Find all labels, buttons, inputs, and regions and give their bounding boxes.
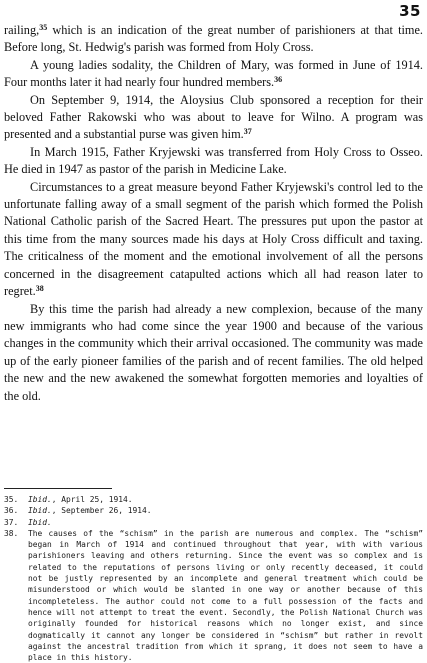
footnote-ibid: Ibid. bbox=[28, 495, 52, 504]
footnote-ref: 37 bbox=[243, 127, 252, 137]
paragraph-6 bbox=[4, 301, 423, 405]
paragraph-text: which is an indication of the great number of parishioners at that time. Before long, St. Hedwig's parish was formed from Holy Cross. bbox=[4, 23, 423, 55]
footnote-text bbox=[28, 528, 423, 663]
footnote-ref: 35 bbox=[39, 23, 48, 32]
footnote-ref: 38 bbox=[35, 284, 44, 294]
paragraph-text: Circumstances to a great measure beyond Father Kryjewski's control led to the unfortunate falling away of a small segment of the parish which formed the Polish National Catholic parish of the Sacred Heart. The pressures put upon the pastor at this time from the many sources made his days at Holy Cross difficult and taxing. The criticalness of the moment and the emotional involvement of all the persons concerned in the disagreement catapulted actions which all had reason later to regret. bbox=[4, 179, 423, 299]
footnote-number: 37. bbox=[4, 517, 19, 527]
footnote-ref: 36 bbox=[274, 75, 283, 85]
footnote-text bbox=[28, 505, 423, 516]
footnote-37 bbox=[4, 517, 423, 528]
footnote-number: 35. bbox=[4, 495, 19, 504]
paragraph-text: On September 9, 1914, the Aloysius Club sponsored a reception for their beloved Father Rakowski who was about to leave for Wilno. A program was presented and a substantial purse was given him. bbox=[4, 92, 423, 142]
paragraph-text: By this time the parish had already a new complexion, because of the many new immigrants who had come since the year 1900 and because of the various changes in the community which their arrival occasioned. The community was made up of the early pioneer families of the parish and of recent families. The old helped the new and the new awakened the somewhat forgotten memories and loyalties of the old. bbox=[4, 301, 423, 403]
footnote-35 bbox=[4, 494, 423, 505]
footnote-citation: The causes of the “schism” in the parish are numerous and complex. The “schism” began in March of 1914 and continued throughout that year, with with various parishioners leaving and others returning. Since the event was so complex and is related to the reputations of persons living or only recently deceased, it could not be justly represented by an incomplete and general treatment which could be misunderstood or which would be slanted in one way or another because of this incompleteless. The author could not come to a full possession of the facts and hence will not attempt to treat the event. Secondly, the Polish National Church was originally founded for historical reasons which no longer exist, and since dogmatically it cannot any longer be considered in “schism” but rather in revolt against the ancestral tradition from which it sprang, it does not seem to have a place in this history. bbox=[28, 528, 423, 663]
footnote-text bbox=[28, 494, 423, 505]
footnote-38 bbox=[4, 528, 423, 663]
paragraph-text: A young ladies sodality, the Children of Mary, was formed in June of 1914. Four months later it had nearly four hundred members. bbox=[4, 57, 423, 90]
paragraph-text: railing, bbox=[4, 23, 40, 37]
paragraph-5 bbox=[4, 179, 423, 301]
paragraph-text: In March 1915, Father Kryjewski was transferred from Holy Cross to Osseo. He died in 1947 as pastor of the parish in Medicine Lake. bbox=[4, 144, 423, 177]
paragraph-4 bbox=[4, 144, 423, 179]
paragraph-1 bbox=[4, 22, 423, 57]
footnote-divider bbox=[4, 488, 112, 489]
footnote-36 bbox=[4, 505, 423, 516]
paragraph-2 bbox=[4, 57, 423, 92]
page-number: 35 bbox=[399, 2, 421, 20]
footnote-ibid: Ibid. bbox=[28, 517, 52, 527]
footnote-citation: , September 26, 1914. bbox=[51, 506, 152, 516]
footnotes bbox=[4, 494, 423, 663]
footnote-number: 36. bbox=[4, 506, 19, 516]
footnote-ibid: Ibid. bbox=[28, 506, 52, 516]
paragraph-3 bbox=[4, 92, 423, 144]
footnote-number: 38. bbox=[4, 528, 19, 538]
footnote-citation: , April 25, 1914. bbox=[51, 495, 133, 504]
footnote-text bbox=[28, 517, 423, 528]
body-text bbox=[4, 22, 423, 405]
